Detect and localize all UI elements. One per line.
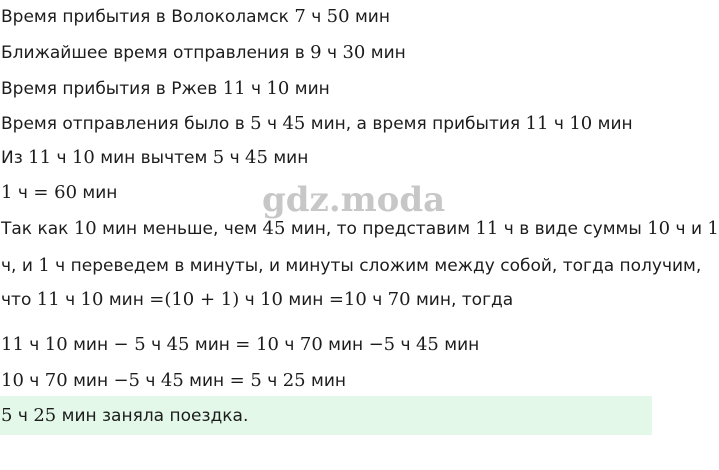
unit: мин: [289, 79, 330, 99]
text: ч в виде суммы: [498, 219, 648, 239]
unit: мин: [267, 148, 309, 168]
number: 45: [160, 370, 184, 391]
number: 70: [299, 334, 323, 355]
unit: ч: [548, 114, 570, 134]
math-expression: −5: [368, 334, 396, 355]
text: ч переведем в минуты, и минуты сложим между собой, тогда получим,: [49, 256, 702, 276]
answer-line: [1, 404, 248, 428]
unit: мин: [183, 371, 230, 391]
text-line-7: [1, 217, 719, 241]
number: 25: [282, 370, 306, 391]
number: 11: [36, 289, 60, 310]
number: 11: [475, 218, 499, 239]
unit: ч: [224, 148, 246, 168]
number: 5: [250, 113, 262, 134]
text-line-1: [1, 5, 390, 29]
math-expression: = 10: [235, 334, 280, 355]
text-line-9: [1, 288, 513, 312]
number: 11: [222, 78, 246, 99]
math-expression: =(10 + 1): [149, 289, 240, 310]
unit: ч: [12, 183, 34, 203]
text: Из: [1, 148, 29, 168]
text-line-8: [1, 254, 701, 278]
unit: ч: [395, 335, 416, 355]
number: 10: [266, 78, 290, 99]
number: 45: [245, 147, 268, 168]
unit: мин: [67, 371, 114, 391]
text: мин вычтем: [94, 148, 213, 168]
unit: мин: [77, 183, 118, 203]
unit: мин: [349, 7, 390, 27]
number: 10: [260, 289, 284, 310]
unit: ч: [59, 290, 81, 310]
text: что: [1, 290, 37, 310]
unit: ч: [23, 371, 45, 391]
text: мин заняла поездка.: [56, 406, 249, 426]
text: Время прибытия в Волоколамск: [1, 7, 295, 27]
number: = 60: [33, 182, 78, 203]
number: 10: [73, 218, 97, 239]
unit: ч: [261, 371, 283, 391]
number: 45: [166, 334, 190, 355]
unit: ч: [366, 290, 388, 310]
unit: мин: [322, 335, 369, 355]
number: 1: [1, 182, 13, 203]
number: 10: [647, 218, 671, 239]
number: 1: [707, 218, 719, 239]
text: мин, тогда: [410, 290, 514, 310]
text: ч, и: [1, 256, 39, 276]
unit: мин: [592, 114, 633, 134]
unit: ч: [51, 148, 72, 168]
unit: ч: [245, 79, 267, 99]
unit: ч: [140, 371, 161, 391]
equals-sign: =: [328, 289, 344, 310]
number: 45: [415, 334, 439, 355]
text: Ближайшее время отправления в: [1, 43, 311, 63]
unit: ч: [321, 43, 343, 63]
number: 10: [1, 370, 24, 391]
unit: мин: [67, 335, 114, 355]
unit: мин: [283, 290, 329, 310]
text: мин, то представим: [285, 219, 476, 239]
math-expression: −5: [113, 370, 141, 391]
unit: ч: [23, 335, 45, 355]
unit: ч: [12, 406, 34, 426]
number: 70: [44, 370, 68, 391]
text-line-10: [1, 333, 479, 357]
text: мин, а время прибытия: [305, 114, 526, 134]
number: 30: [342, 42, 366, 63]
number: 10: [569, 113, 593, 134]
text: ч и: [670, 219, 708, 239]
unit: ч: [145, 335, 167, 355]
unit: ч: [305, 7, 327, 27]
unit: мин: [103, 290, 150, 310]
number: 10: [80, 289, 104, 310]
text: Так как: [1, 219, 74, 239]
unit: мин: [365, 43, 406, 63]
unit: мин: [305, 371, 347, 391]
number: 5: [1, 405, 13, 426]
number: 10: [343, 289, 367, 310]
number: 25: [33, 405, 57, 426]
number: 50: [326, 6, 350, 27]
unit: ч: [279, 335, 300, 355]
number: 1: [38, 255, 50, 276]
text: Время прибытия в Ржев: [1, 79, 223, 99]
math-expression: − 5: [113, 334, 146, 355]
unit: мин: [438, 335, 480, 355]
text: мин меньше, чем: [96, 219, 263, 239]
unit: мин: [189, 335, 236, 355]
number: 9: [310, 42, 322, 63]
number: 45: [262, 218, 286, 239]
number: 10: [71, 147, 95, 168]
math-expression: = 5: [229, 370, 262, 391]
number: 70: [387, 289, 411, 310]
number: 11: [1, 334, 24, 355]
text-line-6: [1, 181, 117, 205]
text-line-2: [1, 41, 406, 65]
number: 10: [44, 334, 68, 355]
number: 5: [212, 147, 225, 168]
unit: ч: [261, 114, 283, 134]
number: 11: [525, 113, 549, 134]
text-line-5: [1, 146, 308, 170]
number: 45: [282, 113, 306, 134]
text-line-3: [1, 77, 330, 101]
watermark: gdz.moda: [262, 180, 446, 220]
text-line-11: [1, 369, 346, 393]
number: 7: [294, 6, 306, 27]
unit: ч: [239, 290, 261, 310]
text-line-4: [1, 112, 633, 136]
number: 11: [28, 147, 52, 168]
text: Время отправления было в: [1, 114, 251, 134]
